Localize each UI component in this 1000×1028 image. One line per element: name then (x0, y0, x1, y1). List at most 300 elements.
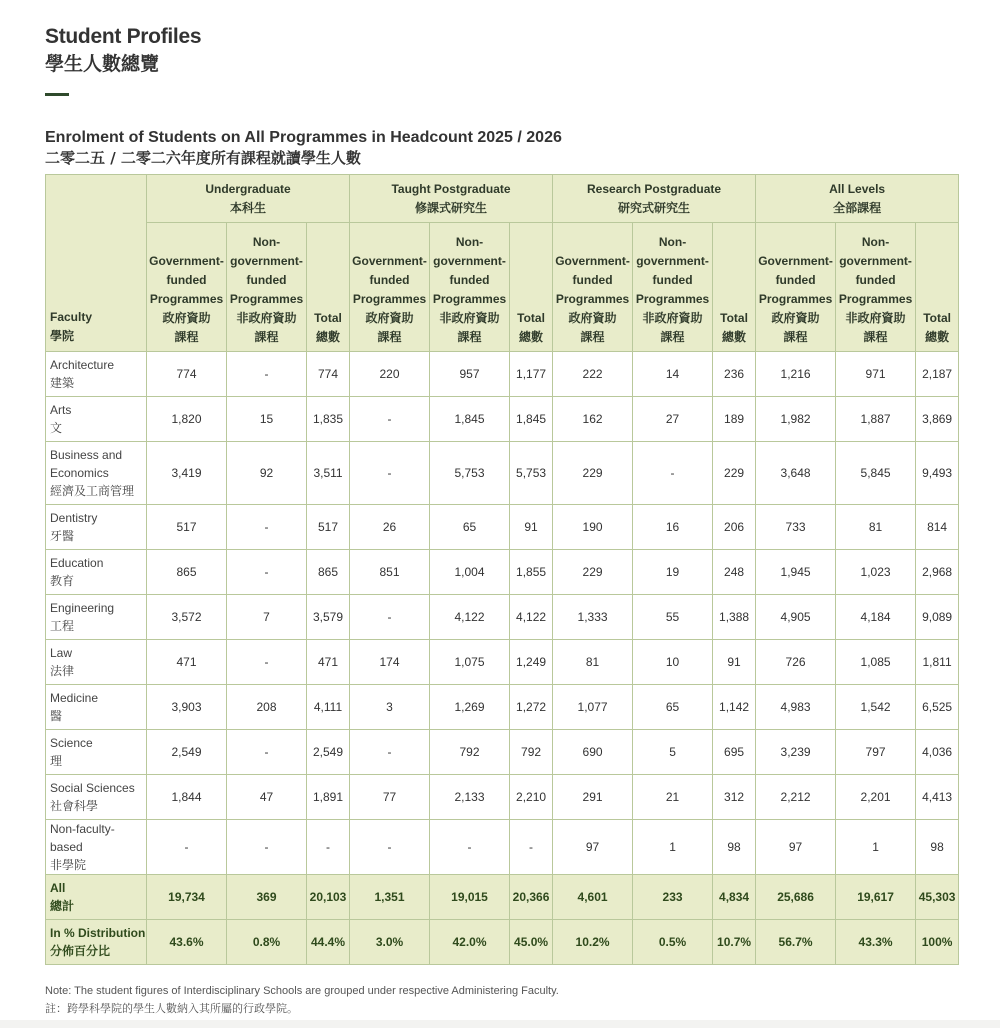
faculty-cell (46, 685, 147, 730)
value-cell: 3 (350, 685, 430, 730)
value-cell: 233 (633, 875, 713, 920)
value-cell: 3,579 (307, 595, 350, 640)
value-cell: 45.0% (510, 920, 553, 965)
value-cell: 1,835 (307, 397, 350, 442)
faculty-name-en: Architecture (50, 358, 115, 372)
footnote-zh: 註：跨學科學院的學生人數納入其所屬的行政學院。 (45, 1002, 298, 1015)
value-cell: 77 (350, 775, 430, 820)
value-cell: 797 (836, 730, 916, 775)
value-cell: - (350, 730, 430, 775)
table-row-faculty (46, 640, 959, 685)
subheader-line: Programmes (838, 292, 913, 306)
value-cell: 9,089 (916, 595, 959, 640)
subheader-total (510, 223, 553, 352)
footnote (45, 983, 955, 1017)
faculty-name-zh: 教育 (50, 574, 75, 588)
value-cell: 43.3% (836, 920, 916, 965)
faculty-name-zh: 醫 (50, 709, 63, 723)
value-cell: 26 (350, 505, 430, 550)
value-cell: 56.7% (756, 920, 836, 965)
value-cell: 10.2% (553, 920, 633, 965)
subheader-line: 非政府資助 (642, 311, 703, 325)
value-cell: 15 (227, 397, 307, 442)
group-en: All Levels (829, 181, 886, 196)
value-cell: 9,493 (916, 442, 959, 505)
value-cell: 1,945 (756, 550, 836, 595)
subheader-line: government- (636, 254, 709, 268)
subheader-line: Programmes (432, 292, 507, 306)
value-cell: 1,845 (510, 397, 553, 442)
value-cell: - (350, 442, 430, 505)
value-cell: 220 (350, 352, 430, 397)
subheader-row (46, 223, 959, 352)
value-cell: 2,549 (147, 730, 227, 775)
page (45, 24, 955, 1017)
faculty-cell (46, 820, 147, 875)
value-cell: 1,982 (756, 397, 836, 442)
faculty-header-zh: 學院 (50, 329, 75, 343)
faculty-name-en: Business and (50, 448, 123, 462)
faculty-name-zh: 理 (50, 754, 63, 768)
value-cell: - (350, 820, 430, 875)
value-cell: 208 (227, 685, 307, 730)
value-cell: 1,333 (553, 595, 633, 640)
faculty-name-en: Education (50, 556, 104, 570)
value-cell: - (147, 820, 227, 875)
value-cell: 814 (916, 505, 959, 550)
value-cell: 3,903 (147, 685, 227, 730)
table-row-faculty (46, 442, 959, 505)
subheader-line: funded (775, 273, 816, 287)
value-cell: 229 (553, 550, 633, 595)
value-cell: 792 (430, 730, 510, 775)
subheader-line: 課程 (660, 330, 685, 344)
faculty-name-en: All (50, 881, 66, 895)
value-cell: 1,542 (836, 685, 916, 730)
value-cell: 206 (713, 505, 756, 550)
faculty-name-en: Dentistry (50, 511, 98, 525)
subheader-line: 課程 (174, 330, 199, 344)
value-cell: 5 (633, 730, 713, 775)
faculty-name-zh: 工程 (50, 619, 75, 633)
value-cell: 43.6% (147, 920, 227, 965)
subheader-line: 課程 (254, 330, 279, 344)
value-cell: 4,122 (430, 595, 510, 640)
faculty-cell (46, 352, 147, 397)
subheader-line: Government- (149, 254, 224, 268)
subheader-line: 非政府資助 (439, 311, 500, 325)
subheader-line: 課程 (580, 330, 605, 344)
faculty-cell (46, 730, 147, 775)
subheader-line: Non- (455, 235, 484, 249)
bottom-strip (0, 1020, 1000, 1028)
value-cell: 5,753 (430, 442, 510, 505)
subheader-nongov (633, 223, 713, 352)
value-cell: 91 (510, 505, 553, 550)
value-cell: 162 (553, 397, 633, 442)
value-cell: 774 (307, 352, 350, 397)
faculty-cell (46, 397, 147, 442)
value-cell: - (227, 730, 307, 775)
subheader-line: 非政府資助 (845, 311, 906, 325)
faculty-cell (46, 550, 147, 595)
faculty-name-en: Social Sciences (50, 781, 135, 795)
value-cell: 19 (633, 550, 713, 595)
value-cell: 2,212 (756, 775, 836, 820)
subheader-line: government- (433, 254, 506, 268)
value-cell: - (633, 442, 713, 505)
table-row-faculty (46, 550, 959, 595)
value-cell: 174 (350, 640, 430, 685)
subheader-line: 總數 (925, 330, 950, 344)
faculty-name-en: Law (50, 646, 73, 660)
value-cell: 2,201 (836, 775, 916, 820)
subheader-nongov (836, 223, 916, 352)
group-en: Undergraduate (205, 181, 291, 196)
value-cell: 4,983 (756, 685, 836, 730)
value-cell: 100% (916, 920, 959, 965)
table-row-faculty (46, 505, 959, 550)
subheader-gov (350, 223, 430, 352)
value-cell: 865 (307, 550, 350, 595)
table-row-faculty (46, 775, 959, 820)
value-cell: 25,686 (756, 875, 836, 920)
value-cell: 517 (147, 505, 227, 550)
subheader-line: 政府資助 (771, 311, 820, 325)
value-cell: 47 (227, 775, 307, 820)
group-en: Research Postgraduate (587, 181, 722, 196)
subheader-total (713, 223, 756, 352)
value-cell: - (227, 640, 307, 685)
value-cell: 10 (633, 640, 713, 685)
subheader-line: 政府資助 (162, 311, 211, 325)
enrolment-table (45, 174, 959, 965)
faculty-cell (46, 505, 147, 550)
subheader-line: Total (923, 311, 951, 325)
value-cell: 7 (227, 595, 307, 640)
subheader-line: funded (855, 273, 896, 287)
subheader-line: government- (839, 254, 912, 268)
table-title-zh: 二零二五 / 二零二六年度所有課程就讀學生人數 (45, 149, 361, 167)
value-cell: 1,085 (836, 640, 916, 685)
subheader-line: funded (369, 273, 410, 287)
value-cell: - (307, 820, 350, 875)
value-cell: 733 (756, 505, 836, 550)
value-cell: 27 (633, 397, 713, 442)
footnote-en: Note: The student figures of Interdisciplinary Schools are grouped under respective Administering Faculty. (45, 985, 559, 997)
group-header-row (46, 175, 959, 223)
subheader-line: funded (572, 273, 613, 287)
value-cell: 695 (713, 730, 756, 775)
faculty-name-zh: 建築 (50, 376, 75, 390)
subheader-line: Total (314, 311, 342, 325)
value-cell: 1,023 (836, 550, 916, 595)
table-row-faculty (46, 595, 959, 640)
group-zh: 本科生 (230, 200, 267, 215)
value-cell: 98 (916, 820, 959, 875)
subheader-nongov (430, 223, 510, 352)
value-cell: 4,834 (713, 875, 756, 920)
subheader-line: funded (246, 273, 287, 287)
subheader-line: government- (230, 254, 303, 268)
value-cell: 98 (713, 820, 756, 875)
subheader-line: funded (449, 273, 490, 287)
value-cell: 189 (713, 397, 756, 442)
value-cell: 971 (836, 352, 916, 397)
subheader-line: Programmes (352, 292, 427, 306)
subheader-gov (147, 223, 227, 352)
value-cell: 3,648 (756, 442, 836, 505)
value-cell: 3,869 (916, 397, 959, 442)
value-cell: - (227, 820, 307, 875)
value-cell: 1,142 (713, 685, 756, 730)
subheader-line: 課程 (783, 330, 808, 344)
value-cell: 55 (633, 595, 713, 640)
section-divider (45, 93, 69, 96)
value-cell: 81 (836, 505, 916, 550)
value-cell: 4,111 (307, 685, 350, 730)
value-cell: 81 (553, 640, 633, 685)
value-cell: 1,388 (713, 595, 756, 640)
subheader-line: 政府資助 (365, 311, 414, 325)
value-cell: 1 (836, 820, 916, 875)
value-cell: 4,036 (916, 730, 959, 775)
subheader-line: Total (720, 311, 748, 325)
value-cell: 865 (147, 550, 227, 595)
value-cell: 19,734 (147, 875, 227, 920)
value-cell: 3,511 (307, 442, 350, 505)
subheader-line: Non- (252, 235, 281, 249)
value-cell: 65 (633, 685, 713, 730)
value-cell: 97 (756, 820, 836, 875)
value-cell: 1,177 (510, 352, 553, 397)
value-cell: 312 (713, 775, 756, 820)
value-cell: 1,845 (430, 397, 510, 442)
faculty-name-en: Medicine (50, 691, 99, 705)
value-cell: 851 (350, 550, 430, 595)
value-cell: 1,077 (553, 685, 633, 730)
value-cell: 2,549 (307, 730, 350, 775)
subheader-line: 總數 (722, 330, 747, 344)
subheader-gov (756, 223, 836, 352)
faculty-name-zh: 經濟及工商管理 (50, 484, 135, 498)
value-cell: 471 (147, 640, 227, 685)
value-cell: 4,184 (836, 595, 916, 640)
value-cell: 792 (510, 730, 553, 775)
value-cell: - (350, 595, 430, 640)
faculty-name-zh: 社會科學 (50, 799, 99, 813)
value-cell: 1,891 (307, 775, 350, 820)
table-row-faculty (46, 685, 959, 730)
group-header-all-levels (756, 175, 959, 223)
subheader-total (916, 223, 959, 352)
value-cell: 471 (307, 640, 350, 685)
value-cell: 4,122 (510, 595, 553, 640)
table-row-faculty (46, 730, 959, 775)
group-header-undergraduate (147, 175, 350, 223)
faculty-name-zh: 文 (50, 421, 63, 435)
value-cell: 1,351 (350, 875, 430, 920)
value-cell: 1,844 (147, 775, 227, 820)
value-cell: 16 (633, 505, 713, 550)
value-cell: 1,820 (147, 397, 227, 442)
value-cell: 0.8% (227, 920, 307, 965)
faculty-cell (46, 595, 147, 640)
faculty-name-en: Engineering (50, 601, 115, 615)
table-row-total (46, 875, 959, 920)
subheader-gov (553, 223, 633, 352)
subheader-line: 課程 (457, 330, 482, 344)
subheader-total (307, 223, 350, 352)
value-cell: 3,419 (147, 442, 227, 505)
group-header-taught-postgraduate (350, 175, 553, 223)
table-row-faculty (46, 397, 959, 442)
section-title: Student Profiles (45, 25, 202, 48)
table-title: Enrolment of Students on All Programmes in Headcount 2025 / 2026 (45, 129, 562, 146)
faculty-name-zh: 法律 (50, 664, 75, 678)
group-en: Taught Postgraduate (391, 181, 511, 196)
value-cell: 3.0% (350, 920, 430, 965)
subheader-line: Total (517, 311, 545, 325)
value-cell: 20,366 (510, 875, 553, 920)
value-cell: 190 (553, 505, 633, 550)
value-cell: 1 (633, 820, 713, 875)
subheader-nongov (227, 223, 307, 352)
value-cell: 222 (553, 352, 633, 397)
value-cell: 92 (227, 442, 307, 505)
subheader-line: Programmes (555, 292, 630, 306)
value-cell: 21 (633, 775, 713, 820)
value-cell: 2,133 (430, 775, 510, 820)
faculty-name-en: Non-faculty-based (50, 822, 115, 854)
faculty-name-zh: 非學院 (50, 858, 87, 872)
group-zh: 全部課程 (833, 200, 882, 215)
value-cell: 1,811 (916, 640, 959, 685)
subheader-line: funded (652, 273, 693, 287)
value-cell: 4,905 (756, 595, 836, 640)
value-cell: 19,015 (430, 875, 510, 920)
subheader-line: Government- (555, 254, 630, 268)
subheader-line: 總數 (316, 330, 341, 344)
value-cell: 1,269 (430, 685, 510, 730)
value-cell: 14 (633, 352, 713, 397)
value-cell: 0.5% (633, 920, 713, 965)
subheader-line: Government- (758, 254, 833, 268)
faculty-name-en: Arts (50, 403, 72, 417)
value-cell: 517 (307, 505, 350, 550)
faculty-cell (46, 442, 147, 505)
subheader-line: Programmes (229, 292, 304, 306)
value-cell: 2,187 (916, 352, 959, 397)
subheader-line: Non- (861, 235, 890, 249)
value-cell: - (430, 820, 510, 875)
value-cell: 957 (430, 352, 510, 397)
value-cell: 97 (553, 820, 633, 875)
subheader-line: 總數 (519, 330, 544, 344)
value-cell: 10.7% (713, 920, 756, 965)
group-zh: 修課式研究生 (415, 200, 488, 215)
value-cell: 229 (553, 442, 633, 505)
value-cell: 5,753 (510, 442, 553, 505)
value-cell: - (227, 352, 307, 397)
subheader-line: Programmes (149, 292, 224, 306)
value-cell: - (350, 397, 430, 442)
value-cell: 1,887 (836, 397, 916, 442)
value-cell: 291 (553, 775, 633, 820)
faculty-name-en: Science (50, 736, 93, 750)
value-cell: 20,103 (307, 875, 350, 920)
value-cell: 45,303 (916, 875, 959, 920)
faculty-cell (46, 920, 147, 965)
value-cell: 42.0% (430, 920, 510, 965)
value-cell: 3,239 (756, 730, 836, 775)
value-cell: 1,216 (756, 352, 836, 397)
faculty-name-en-line2: Economics (50, 466, 109, 480)
subheader-line: Programmes (635, 292, 710, 306)
subheader-line: Programmes (758, 292, 833, 306)
subheader-line: funded (166, 273, 207, 287)
value-cell: 1,855 (510, 550, 553, 595)
value-cell: 2,968 (916, 550, 959, 595)
value-cell: 236 (713, 352, 756, 397)
value-cell: 2,210 (510, 775, 553, 820)
value-cell: - (510, 820, 553, 875)
group-zh: 研究式研究生 (618, 200, 691, 215)
value-cell: 1,249 (510, 640, 553, 685)
value-cell: 774 (147, 352, 227, 397)
faculty-name-zh: 總計 (50, 899, 75, 913)
subheader-line: 非政府資助 (236, 311, 297, 325)
faculty-name-en: In % Distribution (50, 926, 146, 940)
value-cell: 1,004 (430, 550, 510, 595)
faculty-name-zh: 牙醫 (50, 529, 75, 543)
value-cell: - (227, 550, 307, 595)
value-cell: 1,272 (510, 685, 553, 730)
group-header-research-postgraduate (553, 175, 756, 223)
value-cell: 4,601 (553, 875, 633, 920)
value-cell: - (227, 505, 307, 550)
value-cell: 229 (713, 442, 756, 505)
value-cell: 6,525 (916, 685, 959, 730)
value-cell: 369 (227, 875, 307, 920)
value-cell: 19,617 (836, 875, 916, 920)
faculty-cell (46, 875, 147, 920)
value-cell: 1,075 (430, 640, 510, 685)
value-cell: 690 (553, 730, 633, 775)
table-row-faculty (46, 352, 959, 397)
value-cell: 4,413 (916, 775, 959, 820)
value-cell: 5,845 (836, 442, 916, 505)
subheader-line: 課程 (377, 330, 402, 344)
value-cell: 44.4% (307, 920, 350, 965)
faculty-name-zh: 分佈百分比 (50, 944, 111, 958)
value-cell: 248 (713, 550, 756, 595)
subheader-line: Non- (658, 235, 687, 249)
faculty-header-en: Faculty (50, 310, 93, 324)
faculty-header (46, 175, 147, 352)
value-cell: 91 (713, 640, 756, 685)
faculty-cell (46, 775, 147, 820)
section-title-zh: 學生人數總覽 (45, 53, 160, 75)
subheader-line: 課程 (863, 330, 888, 344)
value-cell: 3,572 (147, 595, 227, 640)
table-body (46, 352, 959, 965)
value-cell: 65 (430, 505, 510, 550)
faculty-cell (46, 640, 147, 685)
table-row-faculty (46, 820, 959, 875)
table-row-percent (46, 920, 959, 965)
subheader-line: 政府資助 (568, 311, 617, 325)
